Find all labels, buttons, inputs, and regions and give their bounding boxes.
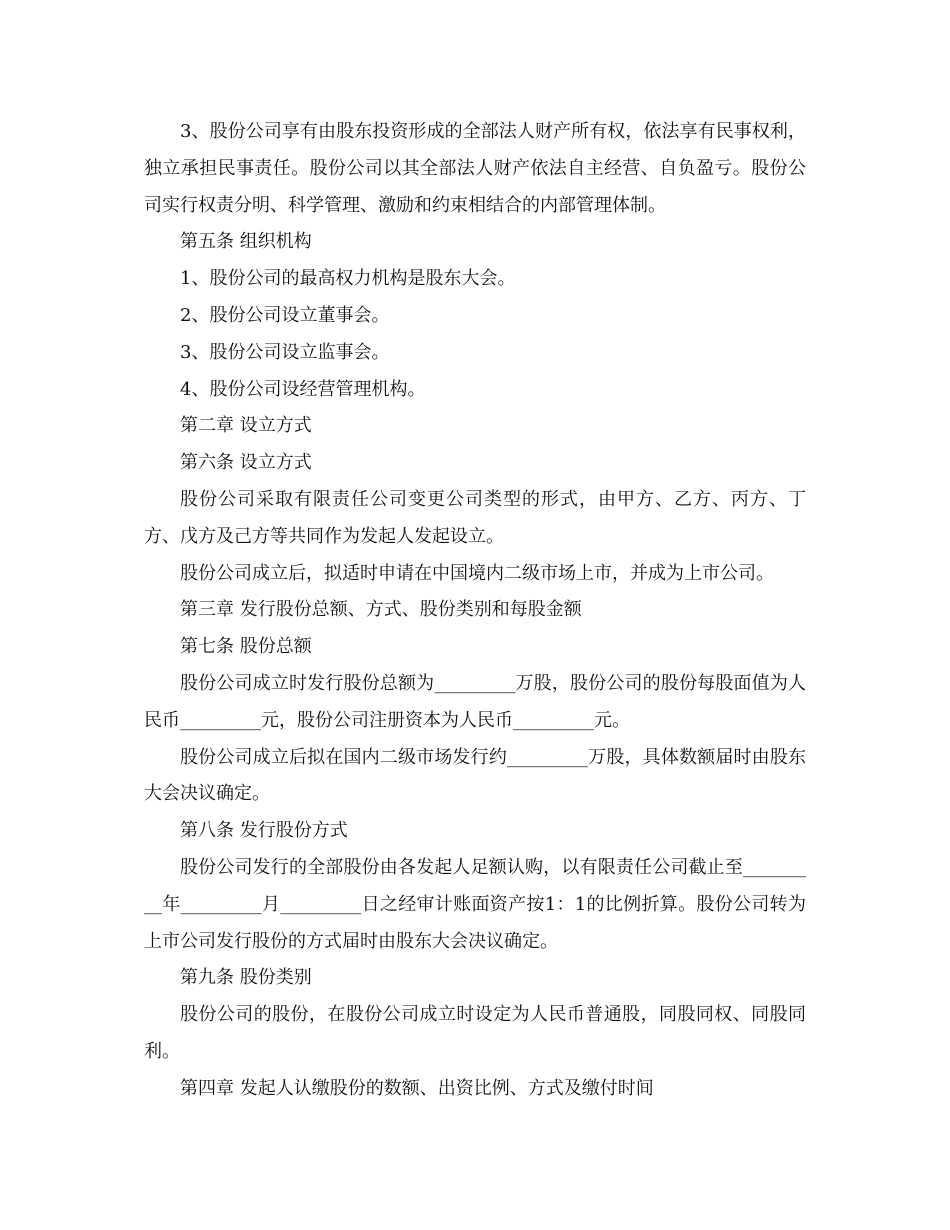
establishment-paragraph: 股份公司采取有限责任公司变更公司类型的形式，由甲方、乙方、丙方、丁方、戊方及己方等共同作为发起人发起设立。 — [144, 488, 806, 547]
article-6-heading: 第六条 设立方式 — [180, 452, 312, 474]
share-class-paragraph: 股份公司的股份，在股份公司成立时设定为人民币普通股，同股同权、同股同利。 — [144, 1004, 806, 1062]
article-7-heading: 第七条 股份总额 — [180, 636, 312, 658]
secondary-market-paragraph: 股份公司成立后拟在国内二级市场发行约_________万股，具体数额届时由股东大会决议确定。 — [144, 746, 806, 805]
listing-paragraph: 股份公司成立后，拟适时申请在中国境内二级市场上市，并成为上市公司。 — [180, 562, 774, 584]
chapter-3-heading: 第三章 发行股份总额、方式、股份类别和每股金额 — [180, 599, 582, 621]
clause-3-supervisory-board: 3、股份公司设立监事会。 — [180, 341, 390, 363]
clause-4-management: 4、股份公司设经营管理机构。 — [180, 378, 426, 400]
total-shares-paragraph: 股份公司成立时发行股份总额为_________万股，股份公司的股份每股面值为人民币_________元，股份公司注册资本为人民币_________元。 — [144, 672, 806, 731]
article-5-heading: 第五条 组织机构 — [180, 231, 312, 253]
issuance-method-paragraph: 股份公司发行的全部股份由各发起人足额认购，以有限责任公司截止至_________年_________月_________日之经审计账面资产按1：1的比例折算。股份公司转为上市公司发行股份的方式届时由股东大会决议确定。 — [144, 856, 806, 952]
article-9-heading: 第九条 股份类别 — [180, 967, 312, 989]
article-8-heading: 第八条 发行股份方式 — [180, 820, 348, 842]
clause-2-board: 2、股份公司设立董事会。 — [180, 304, 390, 326]
chapter-2-heading: 第二章 设立方式 — [180, 415, 312, 437]
chapter-4-heading: 第四章 发起人认缴股份的数额、出资比例、方式及缴付时间 — [180, 1077, 654, 1099]
clause-3-property-rights: 3、股份公司享有由股东投资形成的全部法人财产所有权，依法享有民事权利，独立承担民事责任。股份公司以其全部法人财产依法自主经营、自负盈亏。股份公司实行权责分明、科学管理、激励和约束相结合的内部管理体制。 — [144, 121, 806, 216]
document-body — [144, 114, 806, 1108]
clause-1-shareholders-meeting: 1、股份公司的最高权力机构是股东大会。 — [180, 268, 516, 290]
